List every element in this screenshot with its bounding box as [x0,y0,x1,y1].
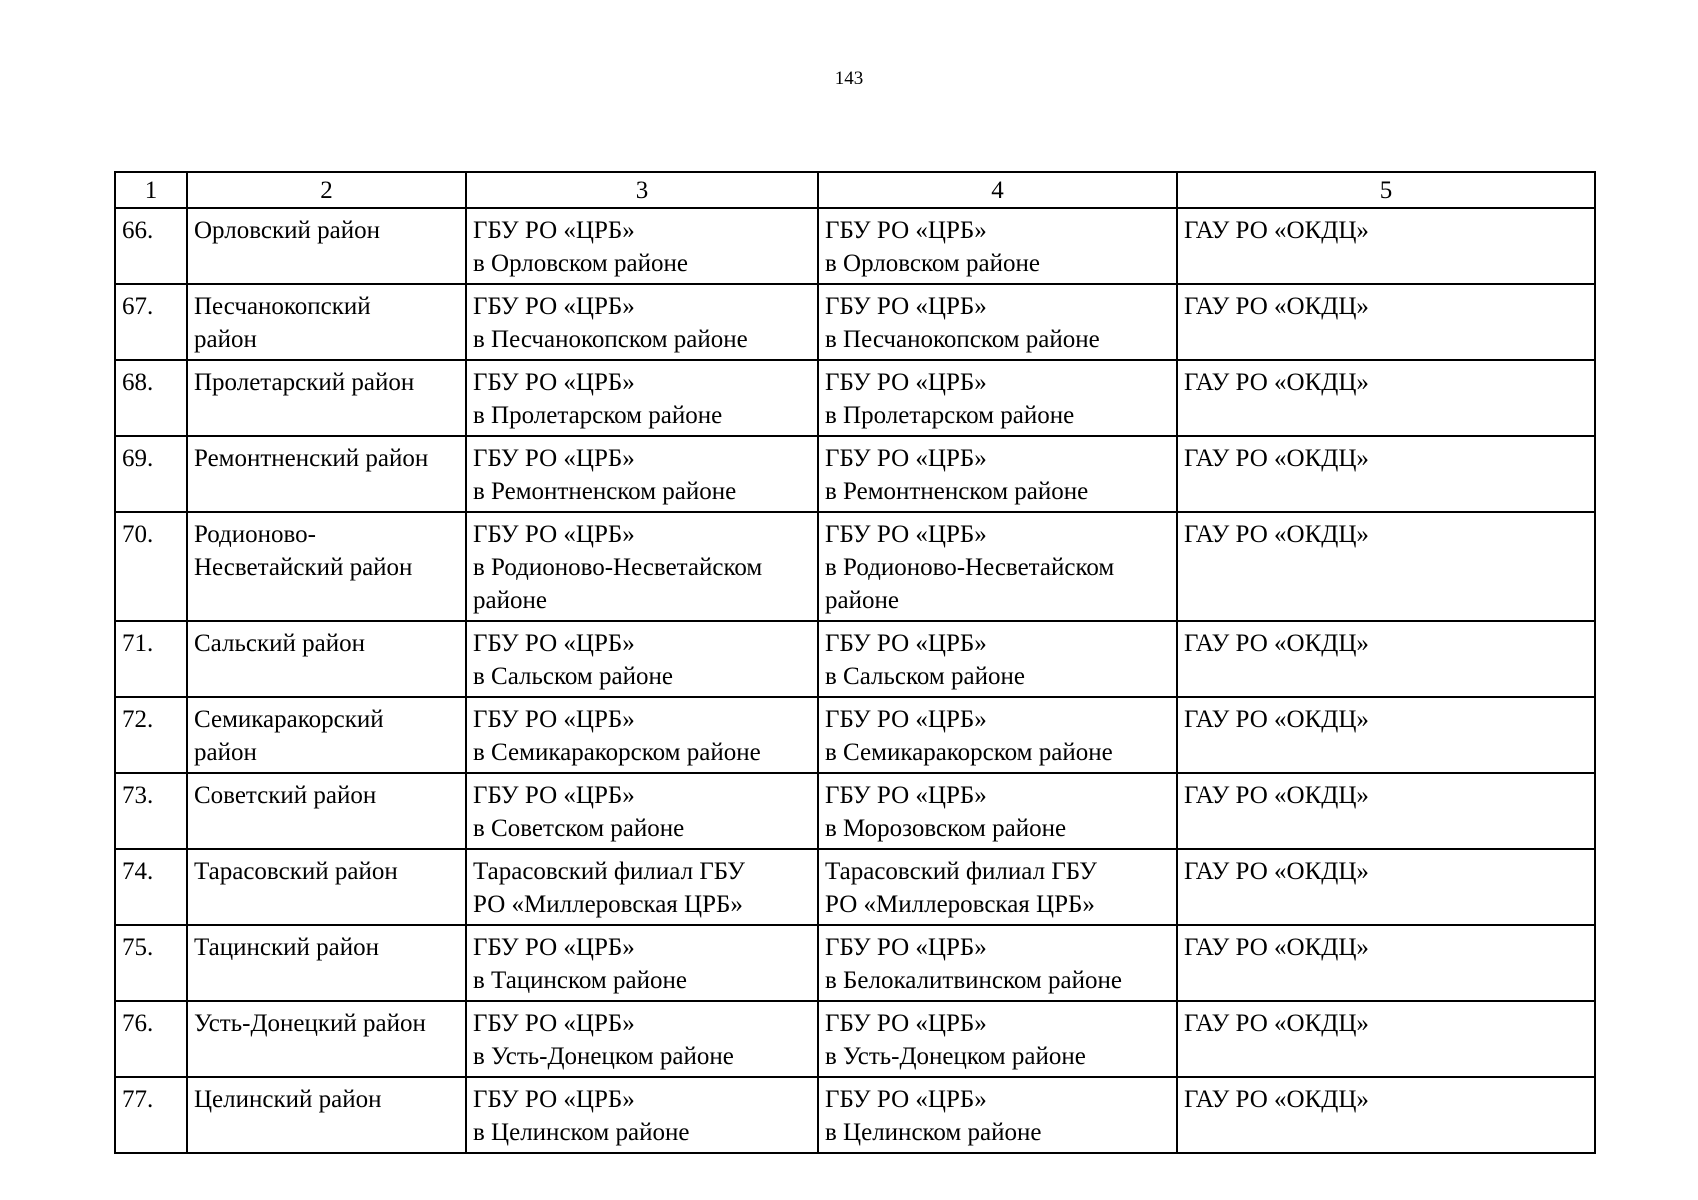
row-number: 76. [115,1001,187,1077]
institution-cell [466,360,818,436]
column-header-2: 2 [187,172,466,208]
attached-institution-cell-line: в Морозовском районе [825,815,1067,842]
row-number: 66. [115,208,187,284]
column-header-3: 3 [466,172,818,208]
institution-cell-line: ГБУ РО «ЦРБ» [473,521,635,548]
attached-institution-cell-line: в Семикаракорском районе [825,739,1113,766]
district-name-cell [187,697,466,773]
district-institutions-table [114,171,1596,1154]
district-name-cell [187,1077,466,1153]
attached-institution-cell-line: в Пролетарском районе [825,402,1075,429]
institution-cell-line: в Пролетарском районе [473,402,723,429]
district-name-cell [187,284,466,360]
attached-institution-cell-line: ГБУ РО «ЦРБ» [825,445,987,472]
attached-institution-cell-line: в Ремонтненском районе [825,478,1089,505]
institution-cell-line: в Орловском районе [473,250,688,277]
district-name-cell-line: Ремонтненский район [194,445,429,472]
row-number: 73. [115,773,187,849]
table-row [115,1077,1595,1153]
district-name-cell [187,925,466,1001]
institution-cell-line: ГБУ РО «ЦРБ» [473,1010,635,1037]
attached-institution-cell-line: РО «Миллеровская ЦРБ» [825,891,1095,918]
district-name-cell-line: Целинский район [194,1086,382,1113]
institution-cell-line: ГБУ РО «ЦРБ» [473,293,635,320]
diagnostic-center-cell: ГАУ РО «ОКДЦ» [1177,208,1595,284]
district-name-cell-line: Тарасовский район [194,858,398,885]
institution-cell-line: ГБУ РО «ЦРБ» [473,445,635,472]
district-name-cell-line: Несветайский район [194,554,413,581]
attached-institution-cell-line: ГБУ РО «ЦРБ» [825,1086,987,1113]
institution-cell [466,621,818,697]
diagnostic-center-cell: ГАУ РО «ОКДЦ» [1177,436,1595,512]
diagnostic-center-cell: ГАУ РО «ОКДЦ» [1177,621,1595,697]
row-number: 71. [115,621,187,697]
institution-cell [466,697,818,773]
district-name-cell [187,773,466,849]
attached-institution-cell-line: в Орловском районе [825,250,1040,277]
institution-cell [466,849,818,925]
district-name-cell-line: Семикаракорский [194,706,384,733]
institution-cell-line: ГБУ РО «ЦРБ» [473,706,635,733]
institution-cell-line: ГБУ РО «ЦРБ» [473,934,635,961]
district-name-cell-line: Усть-Донецкий район [194,1010,426,1037]
table-row [115,621,1595,697]
diagnostic-center-cell: ГАУ РО «ОКДЦ» [1177,1077,1595,1153]
district-name-cell-line: Тацинский район [194,934,379,961]
institution-cell [466,436,818,512]
attached-institution-cell [818,849,1177,925]
institution-cell-line: в Ремонтненском районе [473,478,737,505]
institution-cell-line: в Советском районе [473,815,685,842]
row-number: 77. [115,1077,187,1153]
table-row [115,925,1595,1001]
institution-cell-line: в Целинском районе [473,1119,690,1146]
attached-institution-cell-line: в Песчанокопском районе [825,326,1100,353]
column-header-5: 5 [1177,172,1595,208]
institution-cell-line: ГБУ РО «ЦРБ» [473,782,635,809]
table-row [115,512,1595,621]
attached-institution-cell-line: ГБУ РО «ЦРБ» [825,1010,987,1037]
institution-cell-line: в Семикаракорском районе [473,739,761,766]
table-header-row [115,172,1595,208]
diagnostic-center-cell: ГАУ РО «ОКДЦ» [1177,360,1595,436]
diagnostic-center-cell: ГАУ РО «ОКДЦ» [1177,925,1595,1001]
institution-cell-line: Тарасовский филиал ГБУ [473,858,745,885]
attached-institution-cell-line: в Родионово-Несветайском [825,554,1115,581]
attached-institution-cell-line: в Белокалитвинском районе [825,967,1122,994]
page-number: 143 [834,68,864,89]
diagnostic-center-cell: ГАУ РО «ОКДЦ» [1177,1001,1595,1077]
institution-cell-line: районе [473,587,547,614]
institution-cell-line: РО «Миллеровская ЦРБ» [473,891,743,918]
row-number: 70. [115,512,187,621]
institution-cell-line: ГБУ РО «ЦРБ» [473,217,635,244]
district-name-cell-line: Сальский район [194,630,365,657]
row-number: 75. [115,925,187,1001]
attached-institution-cell [818,208,1177,284]
attached-institution-cell [818,1077,1177,1153]
institution-cell-line: в Сальском районе [473,663,673,690]
attached-institution-cell-line: ГБУ РО «ЦРБ» [825,217,987,244]
district-name-cell-line: район [194,739,257,766]
diagnostic-center-cell: ГАУ РО «ОКДЦ» [1177,849,1595,925]
institution-cell-line: в Родионово-Несветайском [473,554,763,581]
district-name-cell-line: Советский район [194,782,377,809]
attached-institution-cell [818,284,1177,360]
diagnostic-center-cell: ГАУ РО «ОКДЦ» [1177,512,1595,621]
attached-institution-cell-line: Тарасовский филиал ГБУ [825,858,1097,885]
institution-cell-line: ГБУ РО «ЦРБ» [473,1086,635,1113]
column-header-1: 1 [115,172,187,208]
row-number: 74. [115,849,187,925]
district-name-cell [187,360,466,436]
table-row [115,436,1595,512]
institution-cell-line: ГБУ РО «ЦРБ» [473,630,635,657]
attached-institution-cell [818,621,1177,697]
attached-institution-cell-line: ГБУ РО «ЦРБ» [825,706,987,733]
attached-institution-cell [818,697,1177,773]
attached-institution-cell [818,1001,1177,1077]
table-body [115,208,1595,1153]
district-name-cell [187,436,466,512]
attached-institution-cell [818,773,1177,849]
attached-institution-cell-line: в Сальском районе [825,663,1025,690]
table-row [115,697,1595,773]
district-name-cell-line: Орловский район [194,217,380,244]
row-number: 67. [115,284,187,360]
institution-cell [466,208,818,284]
institution-cell-line: в Песчанокопском районе [473,326,748,353]
diagnostic-center-cell: ГАУ РО «ОКДЦ» [1177,773,1595,849]
table-row [115,284,1595,360]
row-number: 69. [115,436,187,512]
district-name-cell [187,849,466,925]
institution-cell-line: в Усть-Донецком районе [473,1043,734,1070]
institution-cell-line: в Тацинском районе [473,967,687,994]
district-name-cell-line: Родионово- [194,521,316,548]
district-name-cell-line: Песчанокопский [194,293,371,320]
diagnostic-center-cell: ГАУ РО «ОКДЦ» [1177,284,1595,360]
institution-cell [466,1001,818,1077]
table-row [115,849,1595,925]
district-name-cell-line: Пролетарский район [194,369,415,396]
district-name-cell [187,512,466,621]
attached-institution-cell-line: ГБУ РО «ЦРБ» [825,630,987,657]
institution-cell [466,925,818,1001]
district-name-cell [187,621,466,697]
attached-institution-cell-line: ГБУ РО «ЦРБ» [825,293,987,320]
attached-institution-cell [818,925,1177,1001]
table-row [115,208,1595,284]
diagnostic-center-cell: ГАУ РО «ОКДЦ» [1177,697,1595,773]
district-name-cell [187,208,466,284]
institution-cell [466,773,818,849]
attached-institution-cell-line: ГБУ РО «ЦРБ» [825,521,987,548]
attached-institution-cell-line: ГБУ РО «ЦРБ» [825,782,987,809]
table-row [115,773,1595,849]
column-header-4: 4 [818,172,1177,208]
attached-institution-cell-line: в Целинском районе [825,1119,1042,1146]
row-number: 68. [115,360,187,436]
attached-institution-cell-line: ГБУ РО «ЦРБ» [825,369,987,396]
attached-institution-cell-line: районе [825,587,899,614]
attached-institution-cell [818,512,1177,621]
attached-institution-cell [818,436,1177,512]
district-name-cell [187,1001,466,1077]
attached-institution-cell-line: ГБУ РО «ЦРБ» [825,934,987,961]
institution-cell-line: ГБУ РО «ЦРБ» [473,369,635,396]
row-number: 72. [115,697,187,773]
institution-cell [466,284,818,360]
attached-institution-cell [818,360,1177,436]
institution-cell [466,1077,818,1153]
table-row [115,1001,1595,1077]
institution-cell [466,512,818,621]
table-row [115,360,1595,436]
district-name-cell-line: район [194,326,257,353]
attached-institution-cell-line: в Усть-Донецком районе [825,1043,1086,1070]
